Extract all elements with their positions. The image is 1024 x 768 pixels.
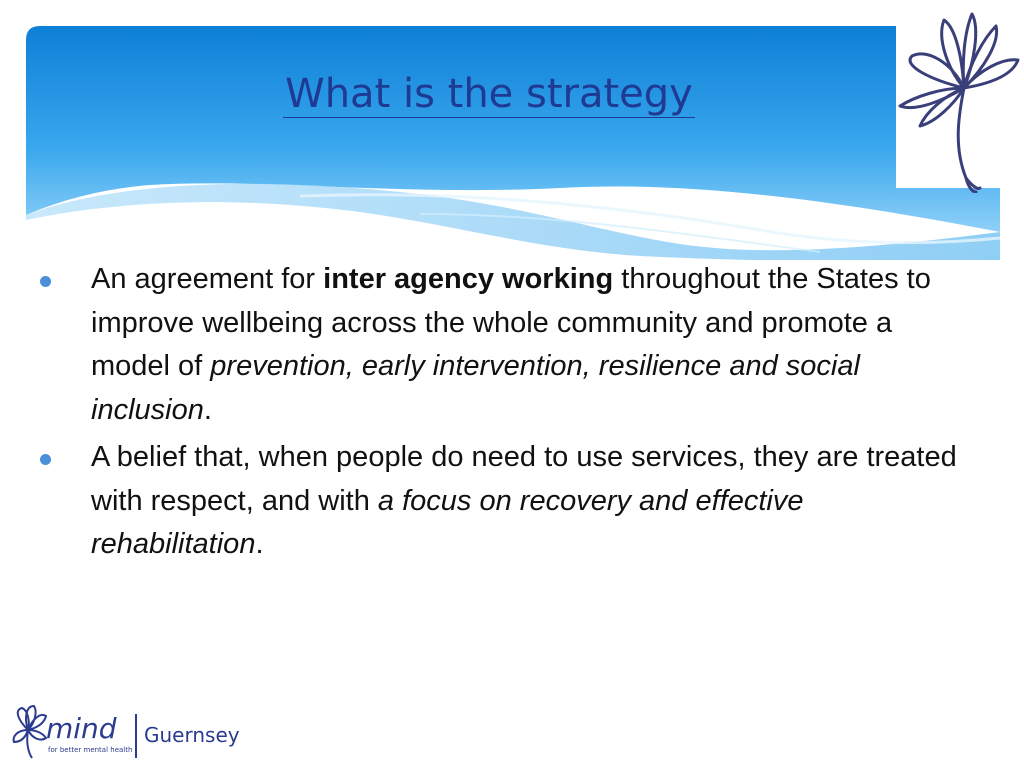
bullet-item xyxy=(40,436,970,567)
bullet-text-italic: a focus on recovery and effective rehabilitation xyxy=(91,484,804,560)
logo-tagline: for better mental health xyxy=(48,746,133,754)
bullet-dot-icon xyxy=(40,454,51,465)
bullet-item xyxy=(40,258,970,432)
header-wave-band xyxy=(0,0,1024,260)
logo-brand: mind xyxy=(46,712,117,745)
bullet-dot-icon xyxy=(40,276,51,287)
bullet-list xyxy=(40,258,970,571)
bullet-text-run: . xyxy=(255,528,264,560)
bullet-text xyxy=(91,441,957,560)
bullet-text-italic: prevention, early intervention, resilience and social inclusion xyxy=(91,350,860,426)
bullet-text-bold: inter agency working xyxy=(323,263,614,295)
slide-title xyxy=(0,66,978,122)
bullet-text-run: throughout the States to improve wellbeing across the whole community and promote a model of xyxy=(91,263,931,382)
bullet-text-run: A belief that, when people do need to use services, they are treated with respect, and with xyxy=(91,441,957,517)
bullet-text-run: An agreement for xyxy=(91,263,324,295)
bullet-text xyxy=(91,263,931,426)
slide-title-text: What is the strategy xyxy=(285,71,693,117)
bullet-text-run: . xyxy=(203,393,212,426)
mind-flower-icon xyxy=(14,706,46,758)
logo-region: Guernsey xyxy=(144,723,240,747)
mind-guernsey-logo xyxy=(10,700,240,766)
